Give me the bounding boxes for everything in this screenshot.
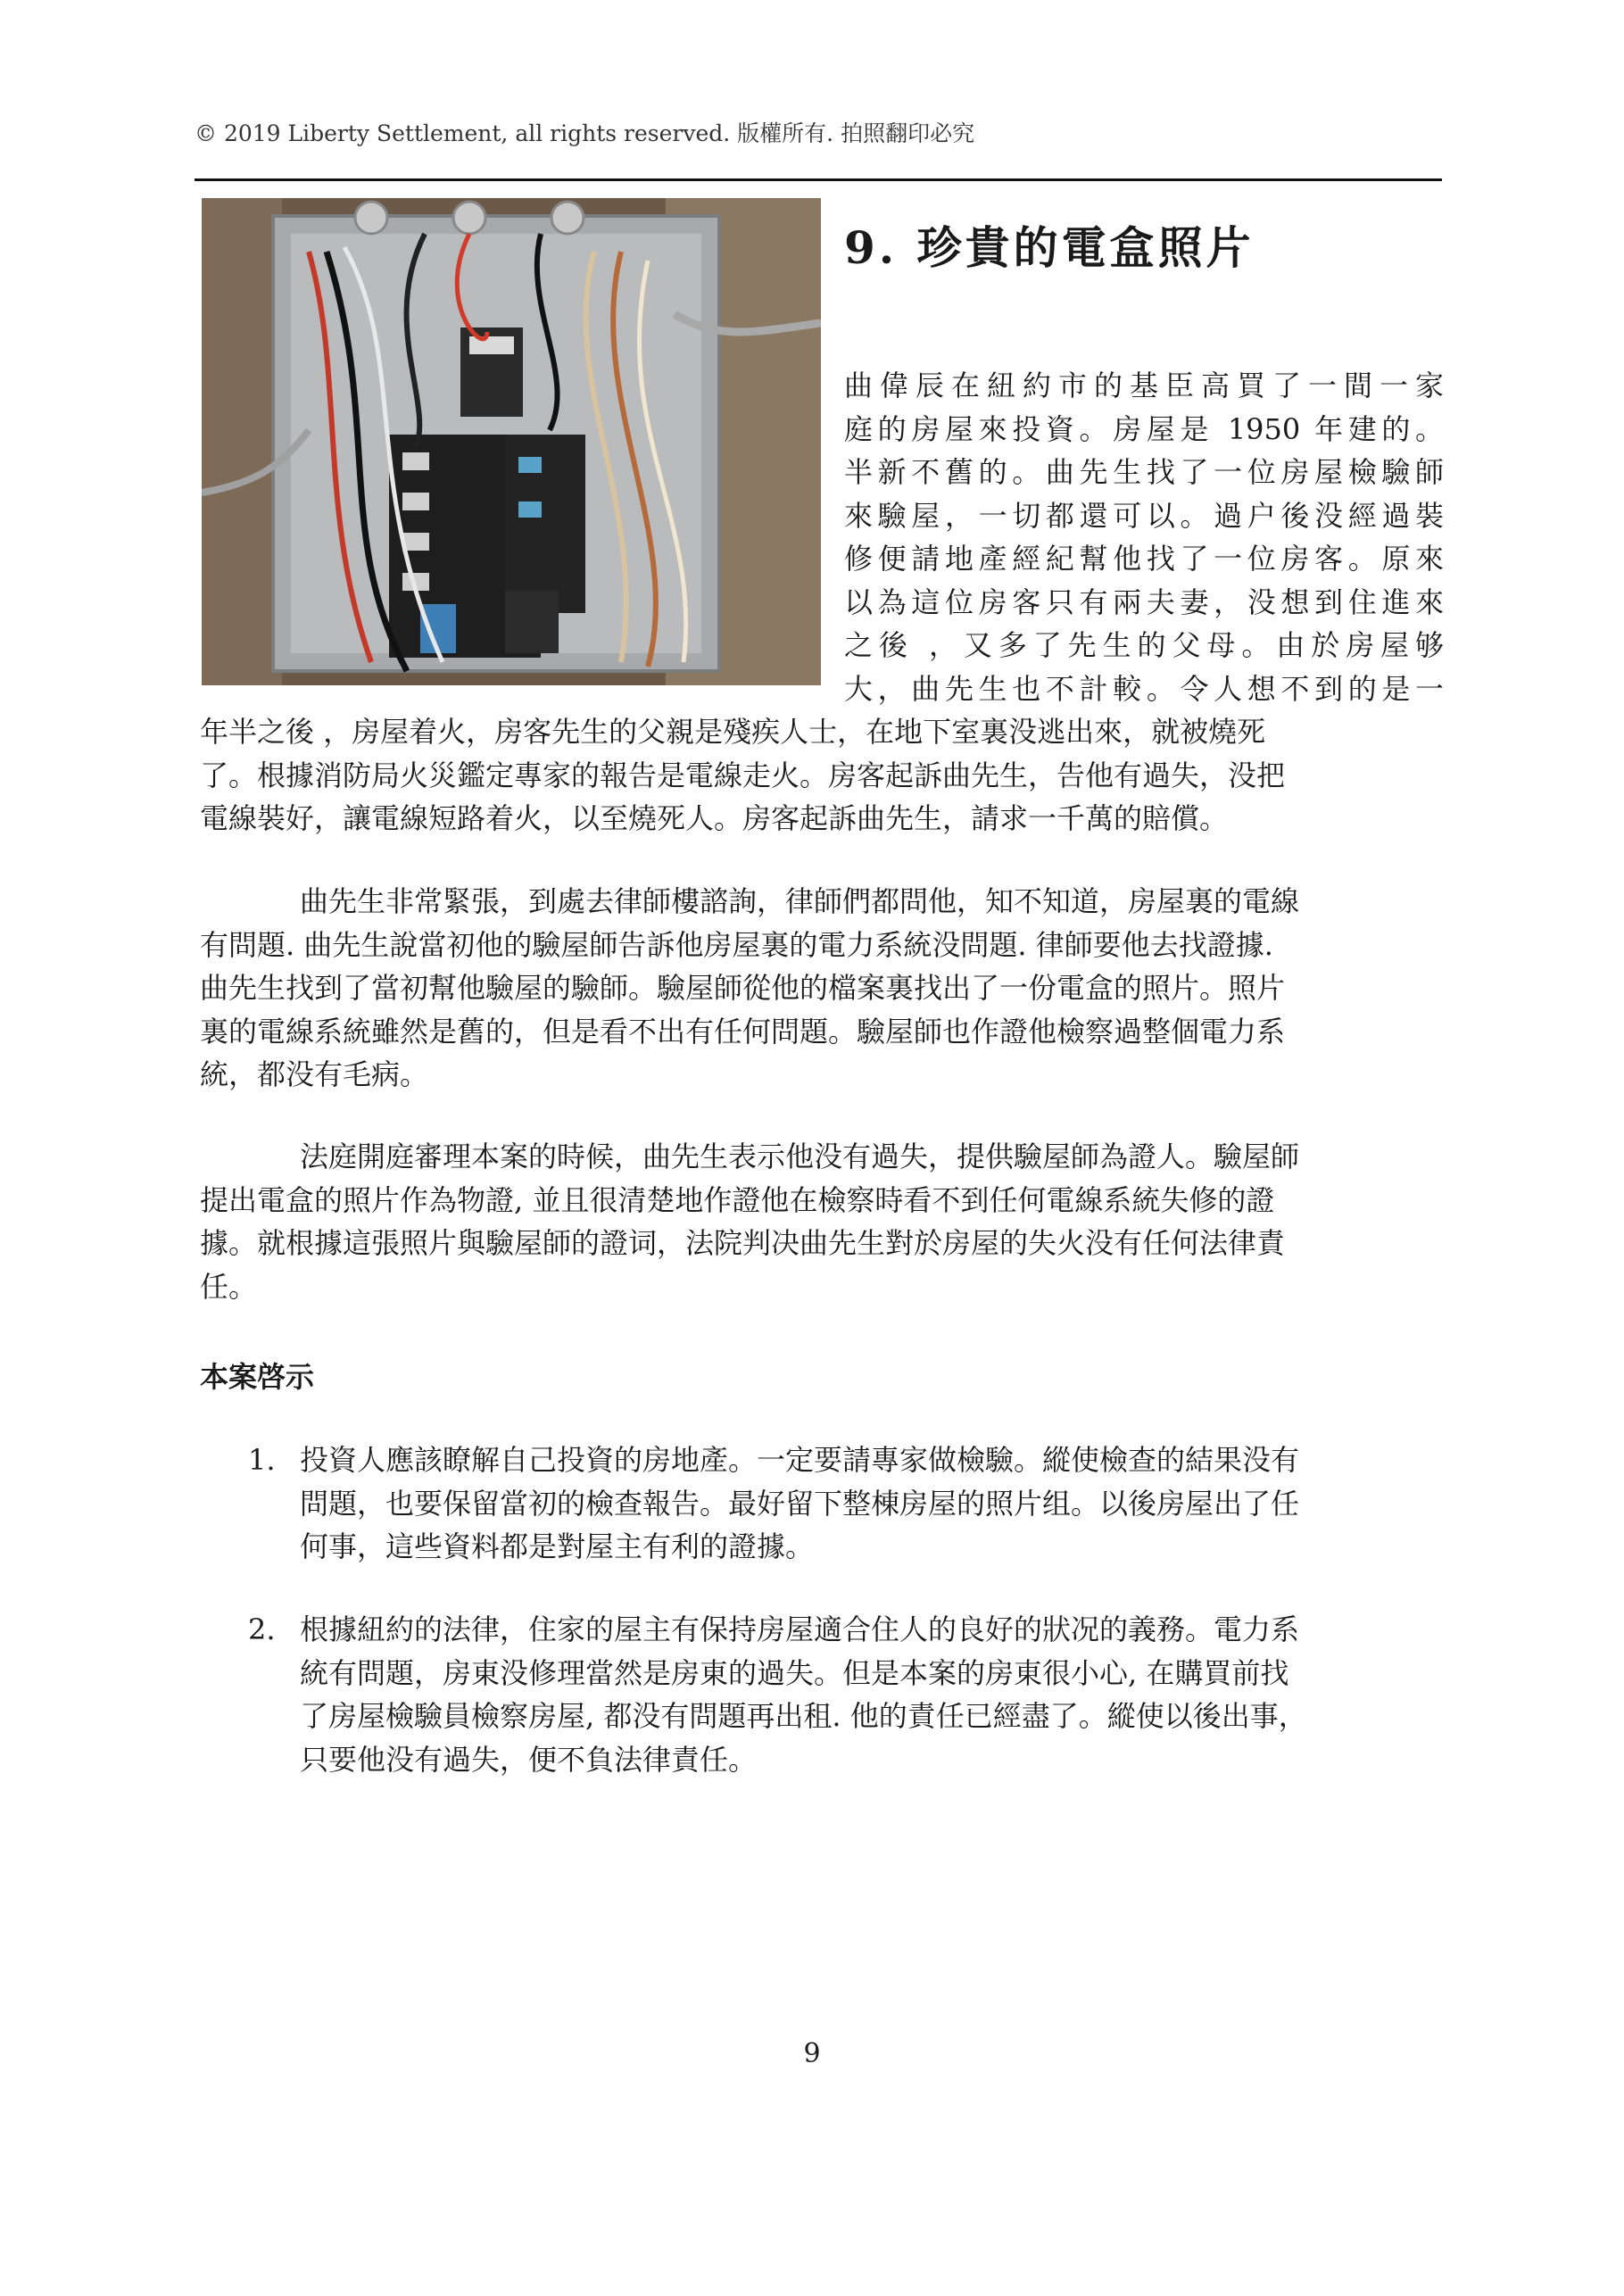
page-number: 9 [803, 2038, 821, 2069]
paragraph-line: 提出電盒的照片作為物證, 並且很清楚地作證他在檢察時看不到任何電線系統失修的證 [200, 1182, 1275, 1217]
section-heading: 本案啓示 [200, 1360, 315, 1394]
paragraph-line: 曲偉辰在紐約市的基臣高買了一間一家 [844, 369, 1444, 402]
header-divider [195, 178, 1442, 181]
paragraph-line: 法庭開庭審理本案的時候，曲先生表示他没有過失，提供驗屋師為證人。驗屋師 [300, 1140, 1300, 1173]
paragraph-line: 曲先生找到了當初幫他驗屋的驗師。驗屋師從他的檔案裏找出了一份電盒的照片。照片 [200, 971, 1286, 1005]
list-number: 1. [248, 1443, 276, 1477]
paragraph-line: 來驗屋，一切都還可以。過户後没經過裝 [844, 498, 1444, 533]
paragraph-line: 有問題. 曲先生說當初他的驗屋師告訴他房屋裏的電力系統没問題. 律師要他去找證據. [200, 927, 1273, 962]
paragraph-line: 大，曲先生也不計較。令人想不到的是一 [844, 671, 1444, 706]
page-header [195, 116, 1435, 148]
list-line: 投資人應該瞭解自己投資的房地產。一定要請專家做檢驗。縱使檢查的結果没有 [300, 1443, 1300, 1477]
paragraph-1-right-column [844, 364, 1444, 710]
paragraph-line: 年半之後 ，房屋着火，房客先生的父親是殘疾人士，在地下室裏没逃出來，就被燒死 [200, 715, 1266, 749]
paragraph-line: 庭的房屋來投資。房屋是 1950 年建的。 [844, 411, 1444, 446]
list-line: 了房屋檢驗員檢察房屋, 都没有問題再出租. 他的責任已經盡了。縱使以後出事， [300, 1699, 1307, 1733]
page-title: 9. 珍貴的電盒照片 [844, 221, 1255, 274]
paragraph-1-full-width [200, 710, 1442, 841]
electrical-panel-photo [202, 198, 821, 685]
copyright-text: © 2019 Liberty Settlement, all rights reserved. 版權所有. 拍照翻印必究 [195, 120, 975, 146]
list-line: 統有問題，房東没修理當然是房東的過失。但是本案的房東很小心, 在購買前找 [300, 1655, 1289, 1690]
paragraph-line: 裏的電線系統雖然是舊的，但是看不出有任何問題。驗屋師也作證他檢察過整個電力系 [200, 1014, 1286, 1049]
paragraph-line: 以為這位房客只有兩夫妻，没想到住進來 [844, 584, 1444, 619]
paragraph-line: 任。 [200, 1269, 258, 1304]
paragraph-line: 修便請地產經紀幫他找了一位房客。原來 [844, 542, 1444, 576]
paragraph-3 [200, 1135, 1442, 1308]
list-line: 根據紐約的法律，住家的屋主有保持房屋適合住人的良好的狀况的義務。電力系 [300, 1612, 1300, 1646]
list-body [300, 1608, 1444, 1781]
paragraph-line: 據。就根據這張照片與驗屋師的證词，法院判决曲先生對於房屋的失火没有任何法律責 [200, 1226, 1286, 1260]
paragraph-line: 曲先生非常緊張，到處去律師樓諮詢，律師們都問他，知不知道，房屋裏的電線 [300, 884, 1300, 918]
paragraph-2 [200, 880, 1442, 1097]
paragraph-line: 統，都没有毛病。 [200, 1057, 429, 1091]
paragraph-line: 之後 ，又多了先生的父母。由於房屋够 [844, 628, 1444, 662]
list-body [300, 1438, 1444, 1569]
list-number: 2. [248, 1612, 276, 1646]
list-line: 問題，也要保留當初的檢查報告。最好留下整棟房屋的照片组。以後房屋出了任 [300, 1486, 1300, 1521]
list-line: 何事，這些資料都是對屋主有利的證據。 [300, 1529, 815, 1563]
electrical-panel-illustration [202, 198, 821, 685]
list-line: 只要他没有過失，便不負法律責任。 [300, 1742, 758, 1777]
paragraph-line: 電線裝好，讓電線短路着火，以至燒死人。房客起訴曲先生，請求一千萬的賠償。 [200, 801, 1229, 835]
paragraph-line: 了。根據消防局火災鑑定專家的報告是電線走火。房客起訴曲先生，告他有過失，没把 [200, 758, 1286, 792]
paragraph-line: 半新不舊的。曲先生找了一位房屋檢驗師 [844, 455, 1444, 489]
